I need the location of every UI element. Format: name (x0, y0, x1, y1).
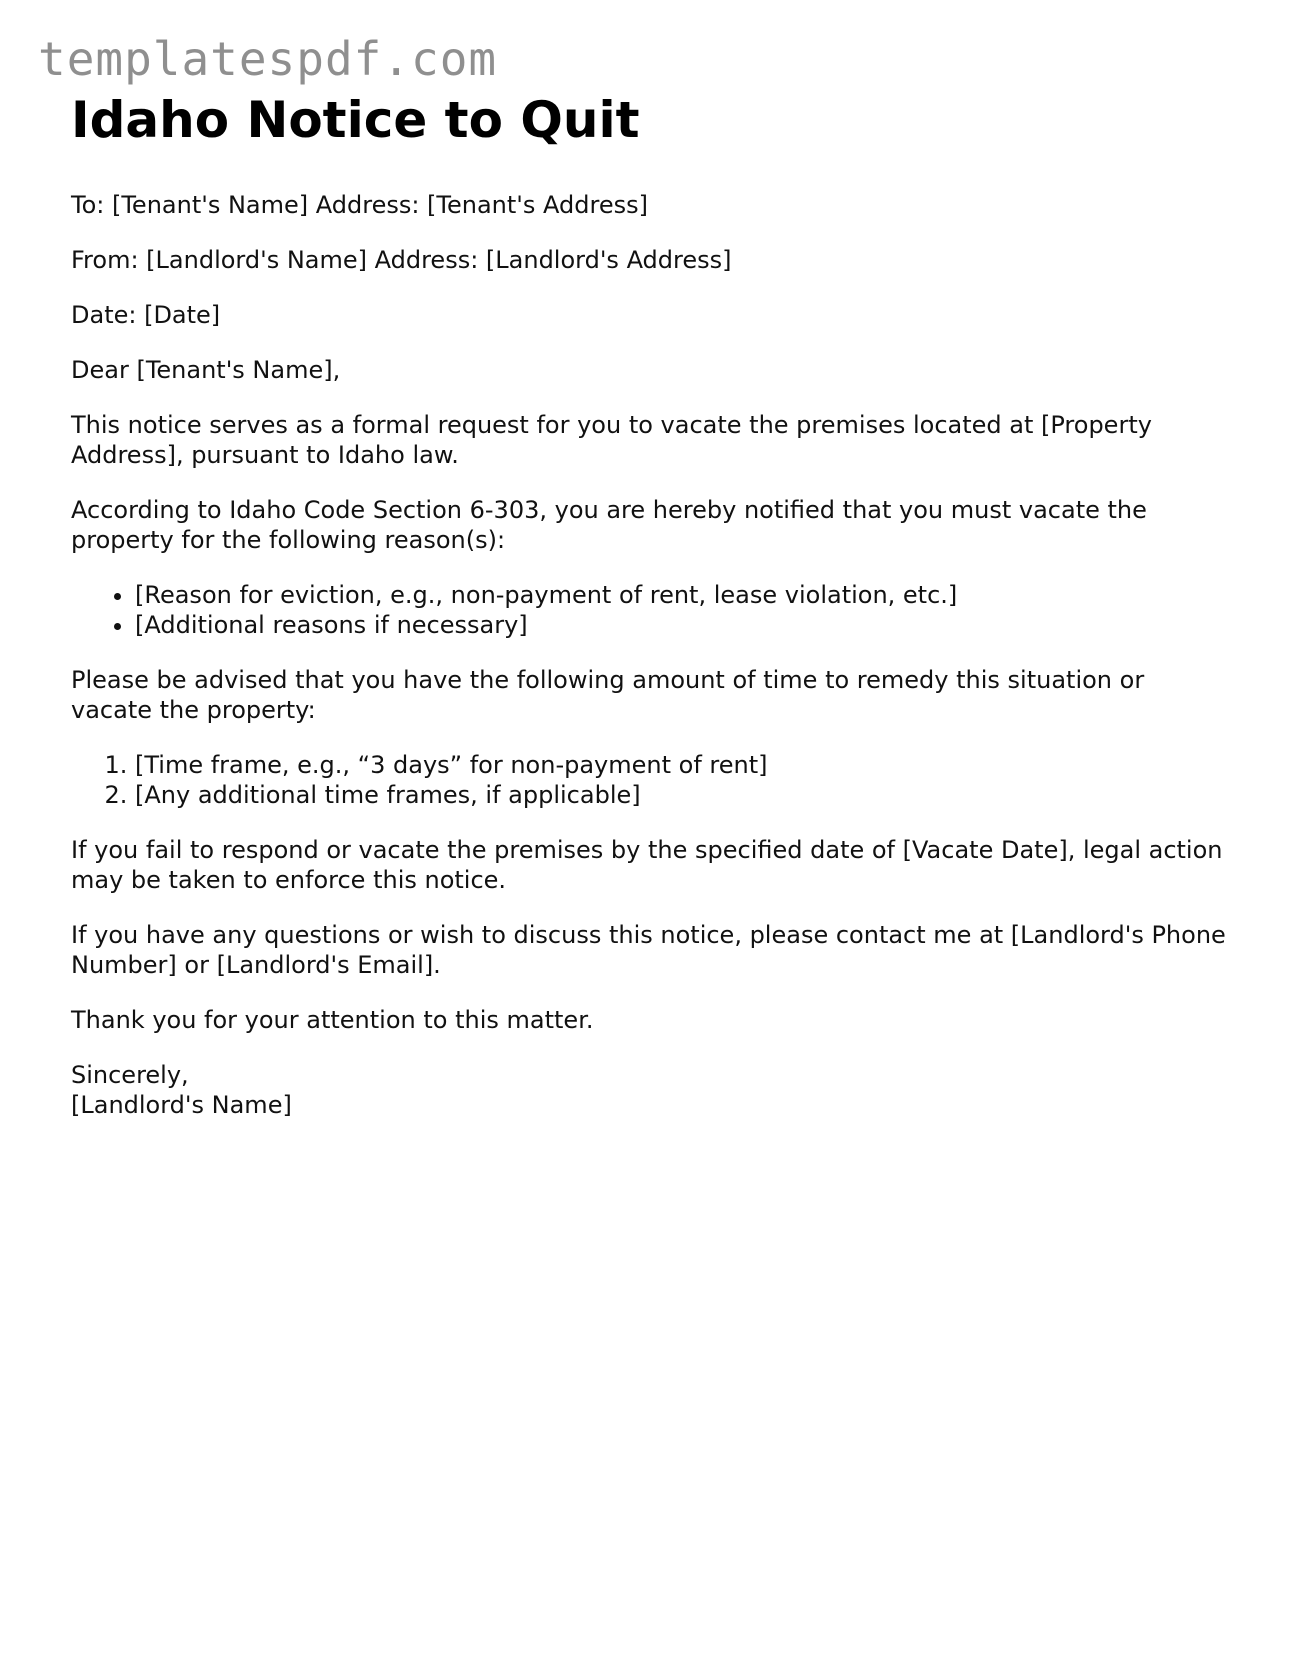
thanks-paragraph: Thank you for your attention to this matter. (71, 1006, 594, 1034)
recipient-line: To: [Tenant's Name] Address: [Tenant's Address] (71, 191, 648, 219)
list-item: 1. [Time frame, e.g., “3 days” for non-payment of rent] (135, 750, 1231, 780)
contact-paragraph: If you have any questions or wish to discuss this notice, please contact me at [Landlord's Phone Number] or [Landlord's Email]. (71, 921, 1226, 979)
reasons-intro-paragraph: According to Idaho Code Section 6-303, you are hereby notified that you must vacate the property for the following reason(s): (71, 496, 1147, 554)
failure-paragraph: If you fail to respond or vacate the premises by the specified date of [Vacate Date], legal action may be taken to enforce this notice. (71, 836, 1223, 894)
signature-block (71, 1060, 1231, 1120)
time-frames-list (71, 750, 1231, 810)
list-item: • [Additional reasons if necessary] (135, 610, 1231, 640)
salutation: Dear [Tenant's Name], (71, 356, 341, 384)
watermark: templatespdf.com (38, 32, 498, 86)
date-line: Date: [Date] (71, 301, 221, 329)
time-intro-paragraph: Please be advised that you have the following amount of time to remedy this situation or vacate the property: (71, 666, 1145, 724)
list-item: 2. [Any additional time frames, if applicable] (135, 780, 1231, 810)
closing: Sincerely, (71, 1061, 189, 1089)
list-item: • [Reason for eviction, e.g., non-payment of rent, lease violation, etc.] (135, 580, 1231, 610)
reasons-list (71, 580, 1231, 640)
intro-paragraph: This notice serves as a formal request for you to vacate the premises located at [Property Address], pursuant to Idaho law. (71, 411, 1152, 469)
page-title: Idaho Notice to Quit (71, 91, 640, 149)
notice-document (71, 88, 1231, 1145)
sender-line: From: [Landlord's Name] Address: [Landlord's Address] (71, 246, 732, 274)
signer-name: [Landlord's Name] (71, 1091, 292, 1119)
